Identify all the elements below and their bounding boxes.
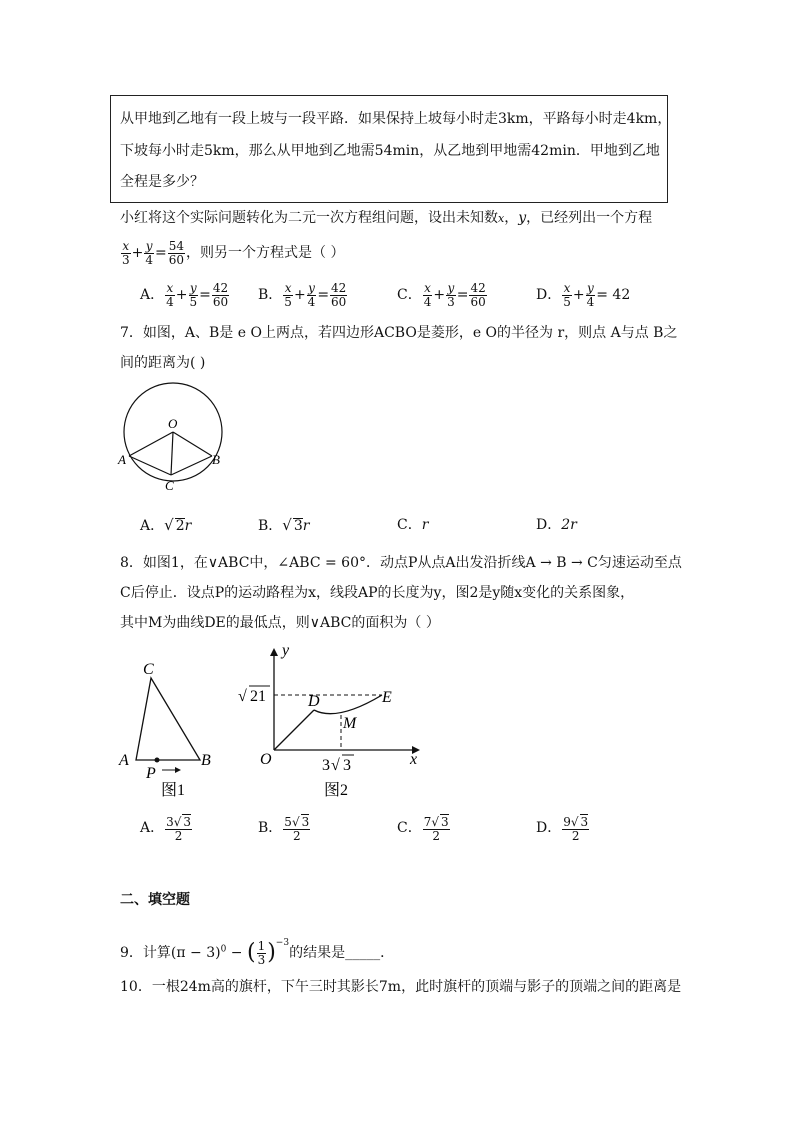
q8-option-b[interactable]: B． $\frac{5√ 3}{2}$ — [258, 814, 310, 843]
q8-figure-1 — [115, 650, 225, 800]
label-d: D — [308, 693, 320, 710]
section-heading: 二、填空题 — [120, 892, 190, 908]
segment-oc — [171, 432, 173, 475]
q6-intro: 小红将这个实际问题转化为二元一次方程组问题，设出未知数x，y，已经列出一个方程 — [120, 210, 653, 226]
q8-figure-2 — [232, 640, 432, 800]
label-o: O — [168, 416, 178, 431]
label-a: A — [118, 452, 126, 467]
label-c: C — [165, 478, 174, 493]
label-o: O — [260, 751, 272, 768]
q7-option-b[interactable]: B．√ 3r — [258, 516, 310, 534]
label-p: P — [146, 765, 156, 782]
segment-bc — [171, 456, 212, 475]
label-b: B — [201, 752, 211, 769]
q8-option-d[interactable]: D． $\frac{9√ 3}{2}$ — [536, 814, 589, 843]
label-e: E — [382, 689, 392, 706]
q7-line-1: 7．如图，A、B是 e O上两点，若四边形ACBO是菱形，e O的半径为 r，则点 A与点 B之 — [120, 325, 678, 341]
label-x: x — [410, 751, 418, 768]
label-m: M — [343, 715, 357, 732]
direction-arrow-head — [175, 767, 181, 773]
y-axis-arrow — [270, 648, 278, 656]
segment-oa — [129, 432, 173, 456]
triangle-abc — [136, 678, 200, 760]
q6-option-b[interactable]: B． $\frac{x}{5}$ + $\frac{y}{4}$ = $\frac{42}{60}$ — [258, 280, 347, 309]
q8-option-c[interactable]: C． $\frac{7√ 3}{2}$ — [397, 814, 449, 843]
segment-ob — [173, 432, 212, 456]
q8-line-2: C后停止．设点P的运动路程为x，线段AP的长度为y，图2是y随x变化的关系图象， — [120, 585, 635, 601]
q7-option-c[interactable]: C．r — [397, 517, 429, 533]
segment-od — [274, 710, 314, 750]
xtick-coef: 3 — [322, 757, 330, 774]
q10: 10．一根24m高的旗杆，下午三时其影长7m，此时旗杆的顶端与影子的顶端之间的距离是 — [120, 979, 682, 995]
fig2-caption: 图2 — [324, 782, 349, 799]
q6-option-d[interactable]: D． $\frac{x}{5}$ + $\frac{y}{4}$ = 42 — [536, 280, 631, 309]
curve-de — [314, 695, 382, 714]
label-a: A — [119, 752, 129, 769]
problem-line-2: 下坡每小时走5km，那么从甲地到乙地需54min，从乙地到甲地需42min．甲地到乙地 — [120, 143, 660, 159]
label-y: y — [282, 642, 290, 659]
problem-line-1: 从甲地到乙地有一段上坡与一段平路．如果保持上坡每小时走3km，平路每小时走4km， — [120, 111, 672, 127]
q9: 9．计算$(\pi - 3)^0$ − ( $\frac{1}{3}$ )$^{-3}$的结果是_____． — [120, 938, 395, 967]
q8-line-3: 其中M为曲线DE的最低点，则∨ABC的面积为（ ） — [120, 615, 440, 631]
q8-option-a[interactable]: A． $\frac{3√ 3}{2}$ — [140, 814, 192, 843]
q7-circle-figure — [115, 380, 235, 495]
label-b: B — [212, 452, 220, 467]
xtick-radical: 3 — [343, 757, 351, 774]
q7-option-d[interactable]: D．2r — [536, 517, 577, 533]
q7-option-a[interactable]: A．√ 2r — [140, 516, 192, 534]
label-c: C — [143, 661, 154, 678]
q8-line-1: 8．如图1，在∨ABC中，∠ABC = 60°．动点P从点A出发沿折线A → B → C匀速运动至点 — [120, 555, 682, 571]
problem-line-3: 全程是多少？ — [120, 174, 204, 190]
fig1-caption: 图1 — [161, 782, 186, 799]
ytick-radical-sign: √ — [238, 688, 247, 705]
ytick-radical: 21 — [250, 688, 266, 705]
q6-option-a[interactable]: A． $\frac{x}{4}$ + $\frac{y}{5}$ = $\frac{42}{60}$ — [140, 280, 229, 309]
point-p — [155, 758, 160, 763]
q6-given-equation: $\frac{x}{3}$ + $\frac{y}{4}$ = $\frac{54}{60}$ ，则另一个方程式是（ ） — [122, 238, 345, 267]
q7-line-2: 间的距离为( ) — [120, 355, 206, 371]
q6-option-c[interactable]: C． $\frac{x}{4}$ + $\frac{y}{3}$ = $\frac{42}{60}$ — [397, 280, 486, 309]
xtick-radical-sign: √ — [331, 757, 340, 774]
segment-ac — [129, 456, 171, 475]
